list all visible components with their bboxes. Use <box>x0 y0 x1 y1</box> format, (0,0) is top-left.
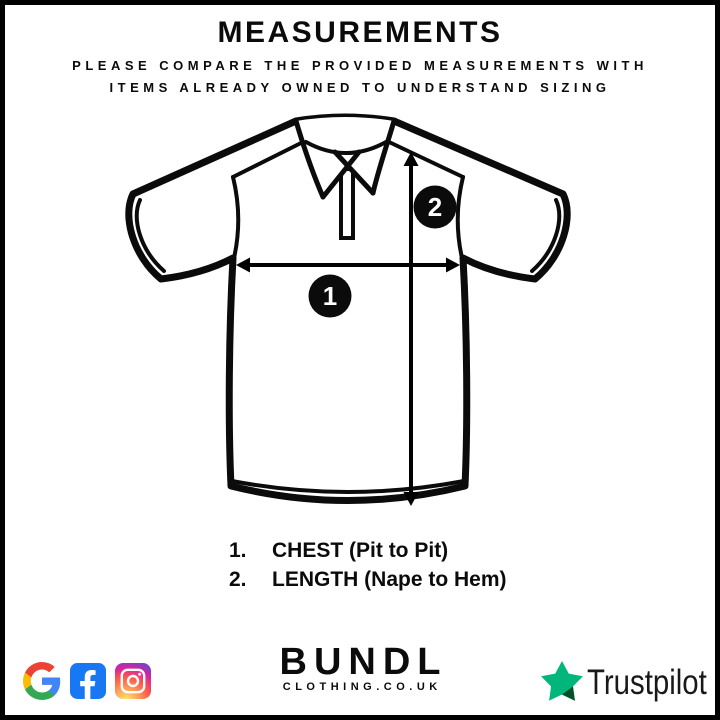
legend-label-chest: CHEST (Pit to Pit) <box>272 539 449 562</box>
trustpilot-logo[interactable] <box>540 661 720 705</box>
trustpilot-wordmark: Trustpilot <box>587 663 707 702</box>
marker-2-badge <box>414 186 457 229</box>
legend-label-length: LENGTH (Nape to Hem) <box>272 568 507 591</box>
subtitle-line-2: ITEMS ALREADY OWNED TO UNDERSTAND SIZING <box>109 80 611 95</box>
trustpilot-star-icon <box>540 661 584 705</box>
marker-2-number: 2 <box>427 192 443 222</box>
legend-item-chest <box>229 536 507 565</box>
marker-1-number: 1 <box>322 281 338 311</box>
legend-item-length <box>229 565 507 594</box>
legend-number-1: 1. <box>229 539 247 562</box>
polo-shirt-diagram <box>100 100 620 540</box>
placket <box>341 169 353 238</box>
measurement-legend <box>229 536 507 594</box>
marker-1-badge <box>309 275 352 318</box>
subtitle <box>0 55 720 99</box>
legend-number-2: 2. <box>229 568 247 591</box>
brand-domain: CLOTHING.CO.UK <box>282 681 442 693</box>
brand-name: BUNDL <box>279 641 448 683</box>
page-title: MEASUREMENTS <box>217 16 503 49</box>
subtitle-line-1: PLEASE COMPARE THE PROVIDED MEASUREMENTS WITH <box>72 58 648 73</box>
